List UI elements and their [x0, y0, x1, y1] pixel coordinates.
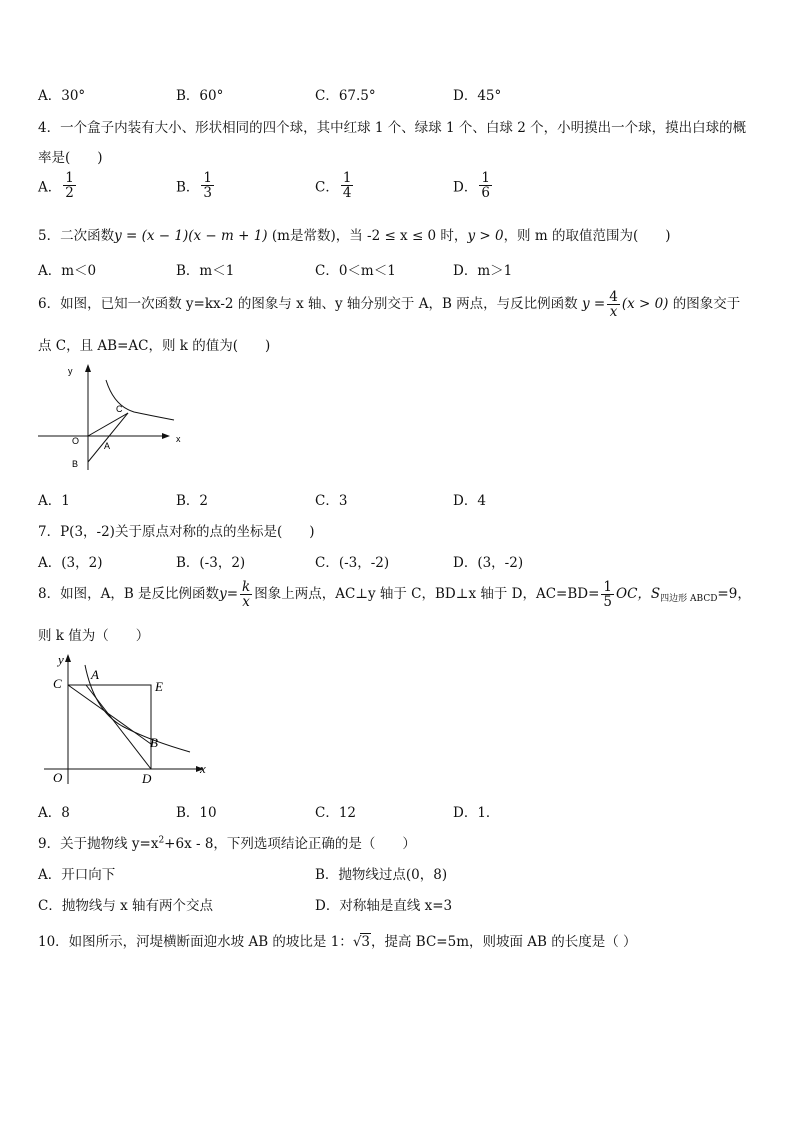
q8-label-y: y — [58, 652, 64, 667]
q8-line-cb — [68, 685, 151, 744]
q7-stem: 7．P(3，-2)关于原点对称的点的坐标是( ) — [38, 524, 315, 540]
q4-option-c: C． $\frac{1}{4}$ — [315, 170, 352, 202]
q5-stem: 5．二次函数y = (x − 1)(x − m + 1) (m是常数)，当 -2 ≤ x ≤ 0 时，y > 0，则 m 的取值范围为( ) — [38, 228, 671, 244]
q5-option-d: D．m＞1 — [453, 263, 513, 279]
q6-label-a: A — [104, 441, 111, 451]
q7-option-c: C．(-3，-2) — [315, 555, 390, 571]
q3-option-b: B．60° — [176, 88, 224, 104]
q8-y-arrow — [65, 654, 71, 662]
q7-option-a: A．(3，2) — [38, 555, 103, 571]
q8-label-x: x — [200, 761, 206, 776]
q3-option-d: D．45° — [453, 88, 502, 104]
q8-label-o: O — [53, 770, 63, 785]
q6-label-o: O — [72, 436, 80, 446]
q6-option-d: D．4 — [453, 493, 486, 509]
q8-rectangle-ocod — [68, 685, 151, 769]
q6-figure — [36, 362, 186, 474]
q4-option-b: B． $\frac{1}{3}$ — [176, 170, 213, 202]
q6-option-c: C．3 — [315, 493, 348, 509]
q3-option-a: A．30° — [38, 88, 86, 104]
q7-option-d: D．(3，-2) — [453, 555, 524, 571]
q9-option-a: A．开口向下 — [38, 867, 116, 883]
q4-option-a: A． $\frac{1}{2}$ — [38, 170, 74, 202]
q4-stem-line1: 4．一个盒子内装有大小、形状相同的四个球，其中红球 1 个、绿球 1 个、白球 2 个，小明摸出一个球，摸出白球的概 — [38, 120, 747, 136]
q5-option-a: A．m＜0 — [38, 263, 97, 279]
q8-figure — [38, 652, 218, 788]
q8-label-a: A — [91, 667, 99, 682]
q6-label-y: y — [68, 366, 73, 376]
q4-option-d: D． $\frac{1}{6}$ — [453, 170, 490, 202]
q6-option-b: B．2 — [176, 493, 209, 509]
q6-stem-line2: 点 C，且 AB=AC，则 k 的值为( ) — [38, 338, 271, 354]
q8-label-d: D — [142, 771, 152, 786]
q6-stem-line1: 6．如图，已知一次函数 y=kx-2 的图象与 x 轴、y 轴分别交于 A，B 两点，与反比例函数 y = $\frac{4}{x}$ (x > 0) 的图象交于 — [38, 289, 741, 321]
q8-stem-line2: 则 k 值为（ ） — [38, 628, 150, 644]
q9-option-d: D．对称轴是直线 x=3 — [315, 898, 453, 914]
q8-option-c: C．12 — [315, 805, 357, 821]
q6-y-arrow — [85, 364, 91, 372]
q3-option-c: C．67.5° — [315, 88, 376, 104]
q6-label-b: B — [72, 459, 79, 469]
q8-stem-line1: 8．如图，A，B 是反比例函数y= $\frac{k}{x}$ 图象上两点，AC⊥y 轴于 C，BD⊥x 轴于 D，AC=BD= $\frac{1}{5}$ OC，$S_{四边形 ABCD}=9$， — [38, 579, 751, 611]
q10-stem: 10．如图所示，河堤横断面迎水坡 AB 的坡比是 1：√3，提高 BC=5m，则坡面 AB 的长度是（ ） — [38, 934, 637, 950]
q6-option-a: A．1 — [38, 493, 70, 509]
q6-hyperbola — [106, 380, 174, 420]
q8-label-e: E — [155, 679, 163, 694]
q6-line-oc — [88, 413, 128, 436]
q9-option-b: B．抛物线过点(0，8) — [315, 867, 448, 883]
q8-option-d: D．1． — [453, 805, 500, 821]
q7-option-b: B．(-3，2) — [176, 555, 246, 571]
q5-option-c: C．0＜m＜1 — [315, 263, 396, 279]
q6-label-x: x — [176, 434, 181, 444]
q6-line-bc — [88, 413, 128, 462]
q8-label-b: B — [150, 735, 158, 750]
q8-label-c: C — [53, 676, 62, 691]
q8-line-ad — [86, 685, 151, 769]
q4-stem-line2: 率是( ) — [38, 150, 103, 166]
q9-stem: 9．关于抛物线 $y=x^2+6x - 8$，下列选项结论正确的是（ ） — [38, 835, 416, 852]
q5-option-b: B．m＜1 — [176, 263, 235, 279]
q9-option-c: C．抛物线与 x 轴有两个交点 — [38, 898, 214, 914]
q8-option-b: B．10 — [176, 805, 217, 821]
q8-option-a: A．8 — [38, 805, 70, 821]
q6-x-arrow — [162, 433, 170, 439]
q6-label-c: C — [116, 404, 123, 414]
